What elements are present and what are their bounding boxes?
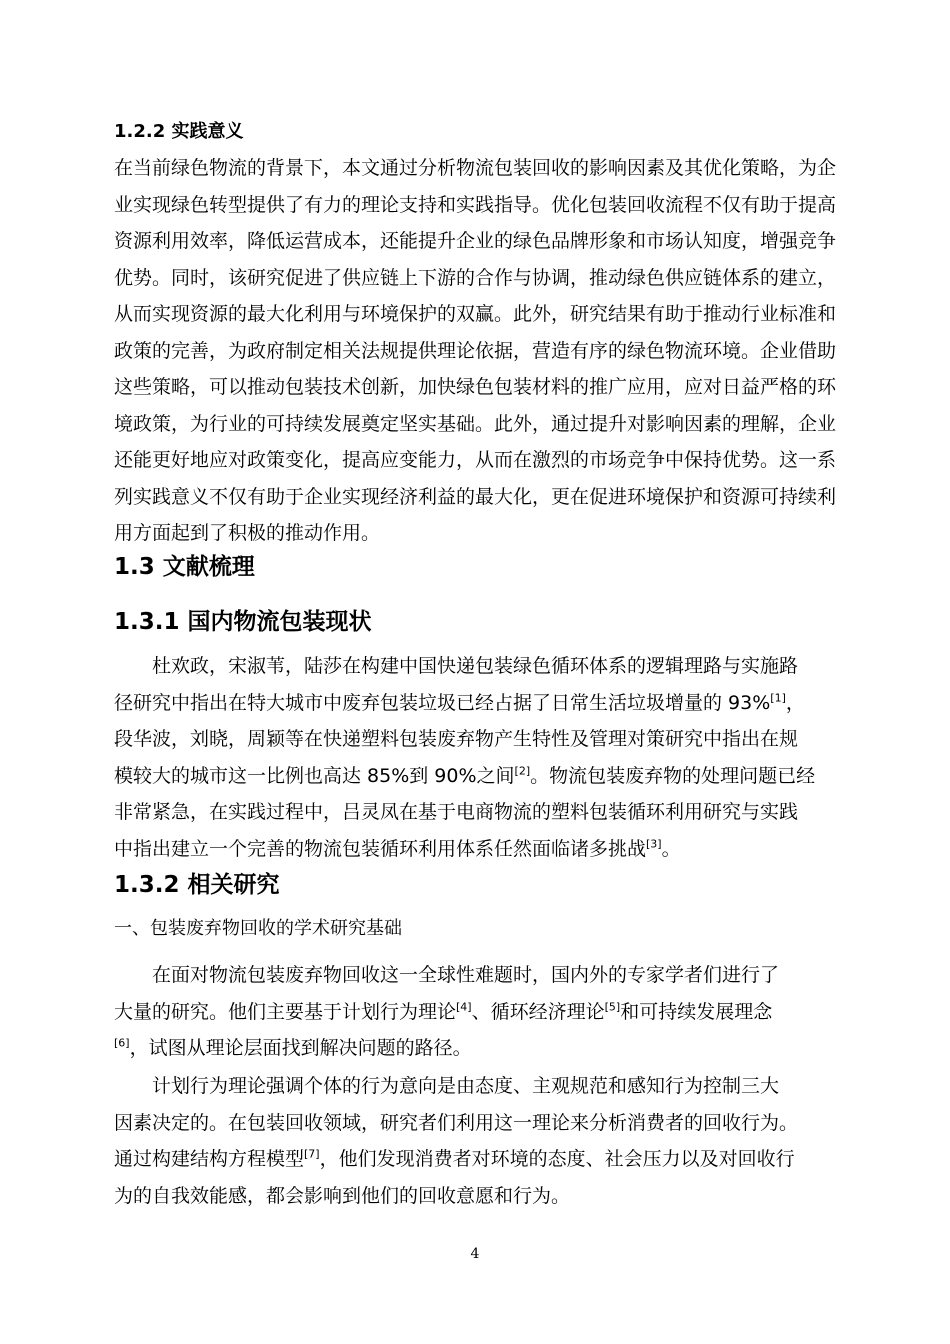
text-segment: 模较大的城市这一比例也高达 85%到 90%之间 [114, 764, 515, 787]
citation-ref-2: [2] [514, 764, 531, 778]
text-segment: 中指出建立一个完善的物流包装循环利用体系任然面临诸多挑战 [114, 837, 647, 860]
section-heading-1-2-2: 1.2.2 实践意义 [114, 121, 244, 142]
section-heading-1-3: 1.3 文献梳理 [114, 554, 255, 580]
text-segment: ， [785, 691, 805, 714]
text-segment: 。物流包装废弃物的处理问题已经 [530, 764, 816, 787]
text-line: 为的自我效能感，都会影响到他们的回收意愿和行为。 [114, 1184, 571, 1207]
page-number: 4 [470, 1246, 480, 1262]
text-segment: 。 [661, 837, 681, 860]
citation-ref-7: [7] [304, 1147, 320, 1161]
tpb-paragraph [114, 1068, 836, 1214]
citation-ref-1: [1] [770, 691, 786, 705]
text-line: 非常紧急，在实践过程中，吕灵凤在基于电商物流的塑料包装循环利用研究与实践 [114, 801, 799, 823]
text-segment: 径研究中指出在特大城市中废弃包装垃圾已经占据了日常生活垃圾增量的 93% [114, 691, 771, 714]
subsection-heading: 一、包装废弃物回收的学术研究基础 [114, 918, 402, 939]
text-line [114, 758, 836, 795]
text-line: 因素决定的。在包装回收领域，研究者们利用这一理论来分析消费者的回收行为。 [114, 1111, 799, 1134]
text-segment: 、循环经济理论 [471, 1000, 605, 1023]
domestic-packaging-paragraph [114, 648, 836, 867]
text-line: 在面对物流包装废弃物回收这一全球性难题时，国内外的专家学者们进行了 [152, 964, 780, 986]
research-basis-paragraph [114, 957, 836, 1067]
text-segment: 和可持续发展理念 [620, 1000, 773, 1023]
text-line [114, 994, 836, 1031]
text-segment: 通过构建结构方程模型 [114, 1148, 305, 1170]
section-heading-1-3-1: 1.3.1 国内物流包装现状 [114, 609, 372, 635]
text-line [114, 831, 836, 868]
text-line [114, 685, 836, 722]
citation-ref-5: [5] [604, 1000, 621, 1014]
citation-ref-4: [4] [456, 1000, 472, 1014]
text-segment: ，试图从理论层面找到解决问题的路径。 [129, 1037, 472, 1059]
text-line: 计划行为理论强调个体的行为意向是由态度、主观规范和感知行为控制三大 [152, 1075, 780, 1097]
citation-ref-6: [6] [114, 1036, 130, 1050]
text-line [114, 1141, 836, 1178]
practical-significance-paragraph: 在当前绿色物流的背景下，本文通过分析物流包装回收的影响因素及其优化策略，为企业实现绿色转型提供了有力的理论支持和实践指导。优化包装回收流程不仅有助于提高资源利用效率，降低运营成本，还能提升企业的绿色品牌形象和市场认知度，增强竞争优势。同时，该研究促进了供应链上下游的合作与协调，推动绿色供应链体系的建立，从而实现资源的最大化利用与环境保护的双赢。此外，研究结果有助于推动行业标准和政策的完善，为政府制定相关法规提供理论依据，营造有序的绿色物流环境。企业借助这些策略，可以推动包装技术创新，加快绿色包装材料的推广应用，应对日益严格的环境政策，为行业的可持续发展奠定坚实基础。此外，通过提升对影响因素的理解，企业还能更好地应对政策变化，提高应变能力，从而在激烈的市场竞争中保持优势。这一系列实践意义不仅有助于企业实现经济利益的最大化，更在促进环境保护和资源可持续利用方面起到了积极的推动作用。 [114, 157, 837, 544]
text-line: 段华波，刘晓，周颖等在快递塑料包装废弃物产生特性及管理对策研究中指出在规 [114, 728, 799, 750]
text-segment: 大量的研究。他们主要基于计划行为理论 [114, 1000, 457, 1023]
citation-ref-3: [3] [646, 837, 662, 851]
text-segment: ，他们发现消费者对环境的态度、社会压力以及对回收行 [319, 1148, 795, 1170]
text-line: 杜欢政，宋淑苇，陆莎在构建中国快递包装绿色循环体系的逻辑理路与实施路 [152, 655, 799, 677]
text-line [114, 1030, 836, 1067]
section-heading-1-3-2: 1.3.2 相关研究 [114, 872, 280, 898]
